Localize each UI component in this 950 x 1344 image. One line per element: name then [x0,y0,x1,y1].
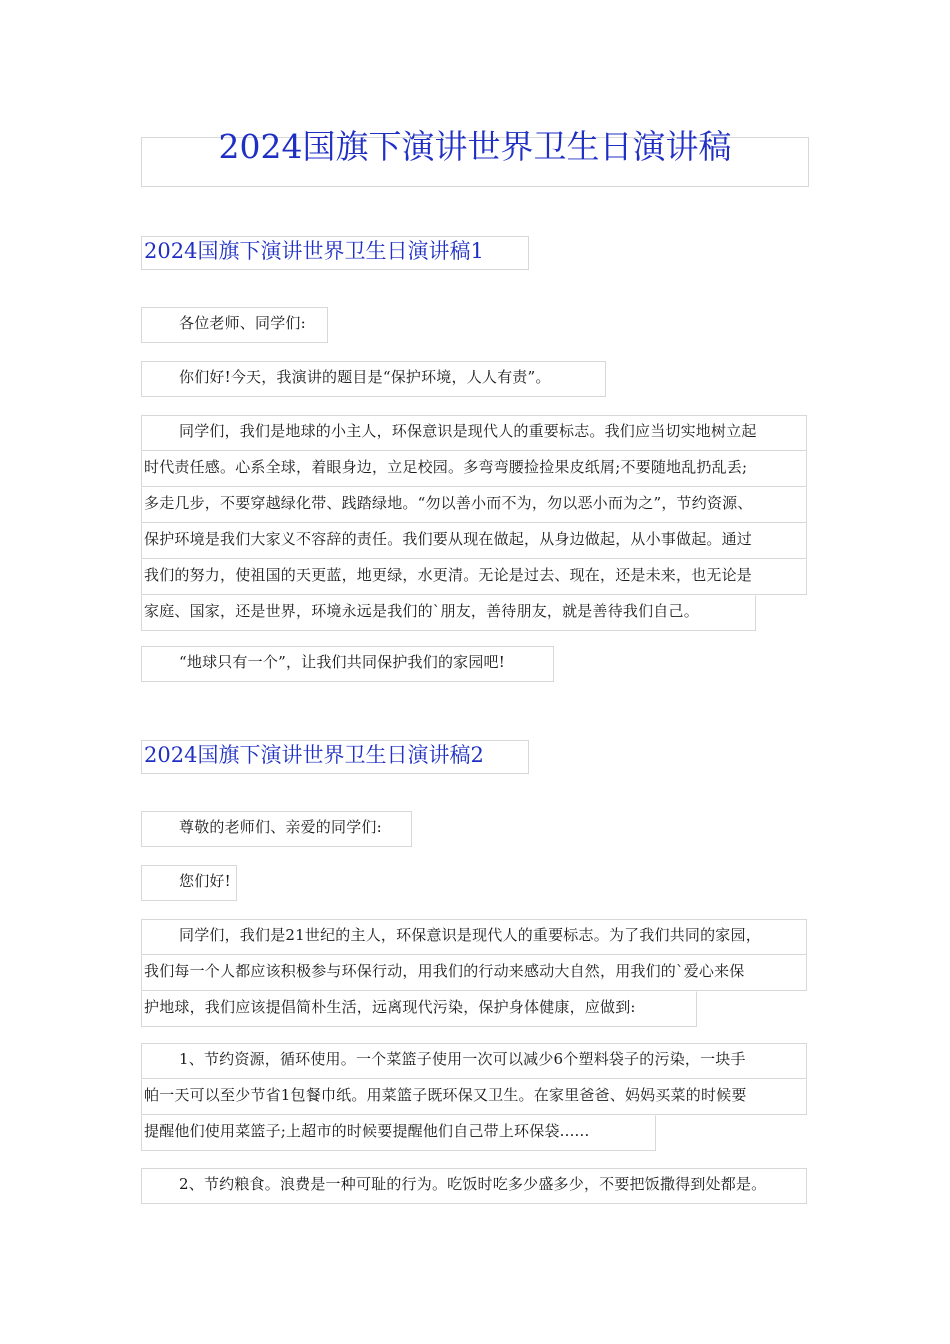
closing-line: “地球只有一个”，让我们共同保护我们的家园吧! [141,646,554,682]
opening-line: 您们好! [141,865,237,901]
point-paragraph-2 [141,1168,807,1204]
body-line: 同学们，我们是21世纪的主人，环保意识是现代人的重要标志。为了我们共同的家园， [141,919,807,955]
greeting-line: 各位老师、同学们: [141,307,328,343]
body-line: 护地球，我们应该提倡简朴生活，远离现代污染，保护身体健康，应做到: [141,991,697,1027]
opening-paragraph-1 [141,361,606,410]
body-line: 提醒他们使用菜篮子;上超市的时候要提醒他们自己带上环保袋...... [141,1115,656,1151]
document-title [141,127,809,187]
greeting-paragraph-1 [141,307,328,356]
opening-line: 你们好!今天，我演讲的题目是“保护环境，人人有责”。 [141,361,606,397]
body-line: 时代责任感。心系全球，着眼身边，立足校园。多弯弯腰捡捡果皮纸屑;不要随地乱扔乱丢; [141,451,807,487]
section-heading-1: 2024国旗下演讲世界卫生日演讲稿1 [141,236,529,270]
body-line: 多走几步，不要穿越绿化带、践踏绿地。“勿以善小而不为，勿以恶小而为之”，节约资源、 [141,487,807,523]
body-paragraph-1 [141,415,807,631]
body-line: 我们的努力，使祖国的天更蓝，地更绿，水更清。无论是过去、现在，还是未来，也无论是 [141,559,807,595]
body-line: 2、节约粮食。浪费是一种可耻的行为。吃饭时吃多少盛多少，不要把饭撒得到处都是。 [141,1168,807,1204]
body-line: 1、节约资源，循环使用。一个菜篮子使用一次可以减少6个塑料袋子的污染，一块手 [141,1043,807,1079]
greeting-paragraph-2 [141,811,412,860]
point-paragraph-1 [141,1043,807,1151]
closing-paragraph-1 [141,646,554,695]
section-heading-2: 2024国旗下演讲世界卫生日演讲稿2 [141,740,529,774]
body-line: 家庭、国家，还是世界，环境永远是我们的`朋友，善待朋友，就是善待我们自己。 [141,595,756,631]
body-line: 同学们，我们是地球的小主人，环保意识是现代人的重要标志。我们应当切实地树立起 [141,415,807,451]
opening-paragraph-2 [141,865,237,914]
greeting-line: 尊敬的老师们、亲爱的同学们: [141,811,412,847]
document-title-text: 2024国旗下演讲世界卫生日演讲稿 [218,127,732,166]
body-line: 我们每一个人都应该积极参与环保行动，用我们的行动来感动大自然，用我们的`爱心来保 [141,955,807,991]
body-line: 保护环境是我们大家义不容辞的责任。我们要从现在做起，从身边做起，从小事做起。通过 [141,523,807,559]
intro-paragraph-2 [141,919,807,1027]
body-line: 帕一天可以至少节省1包餐巾纸。用菜篮子既环保又卫生。在家里爸爸、妈妈买菜的时候要 [141,1079,807,1115]
